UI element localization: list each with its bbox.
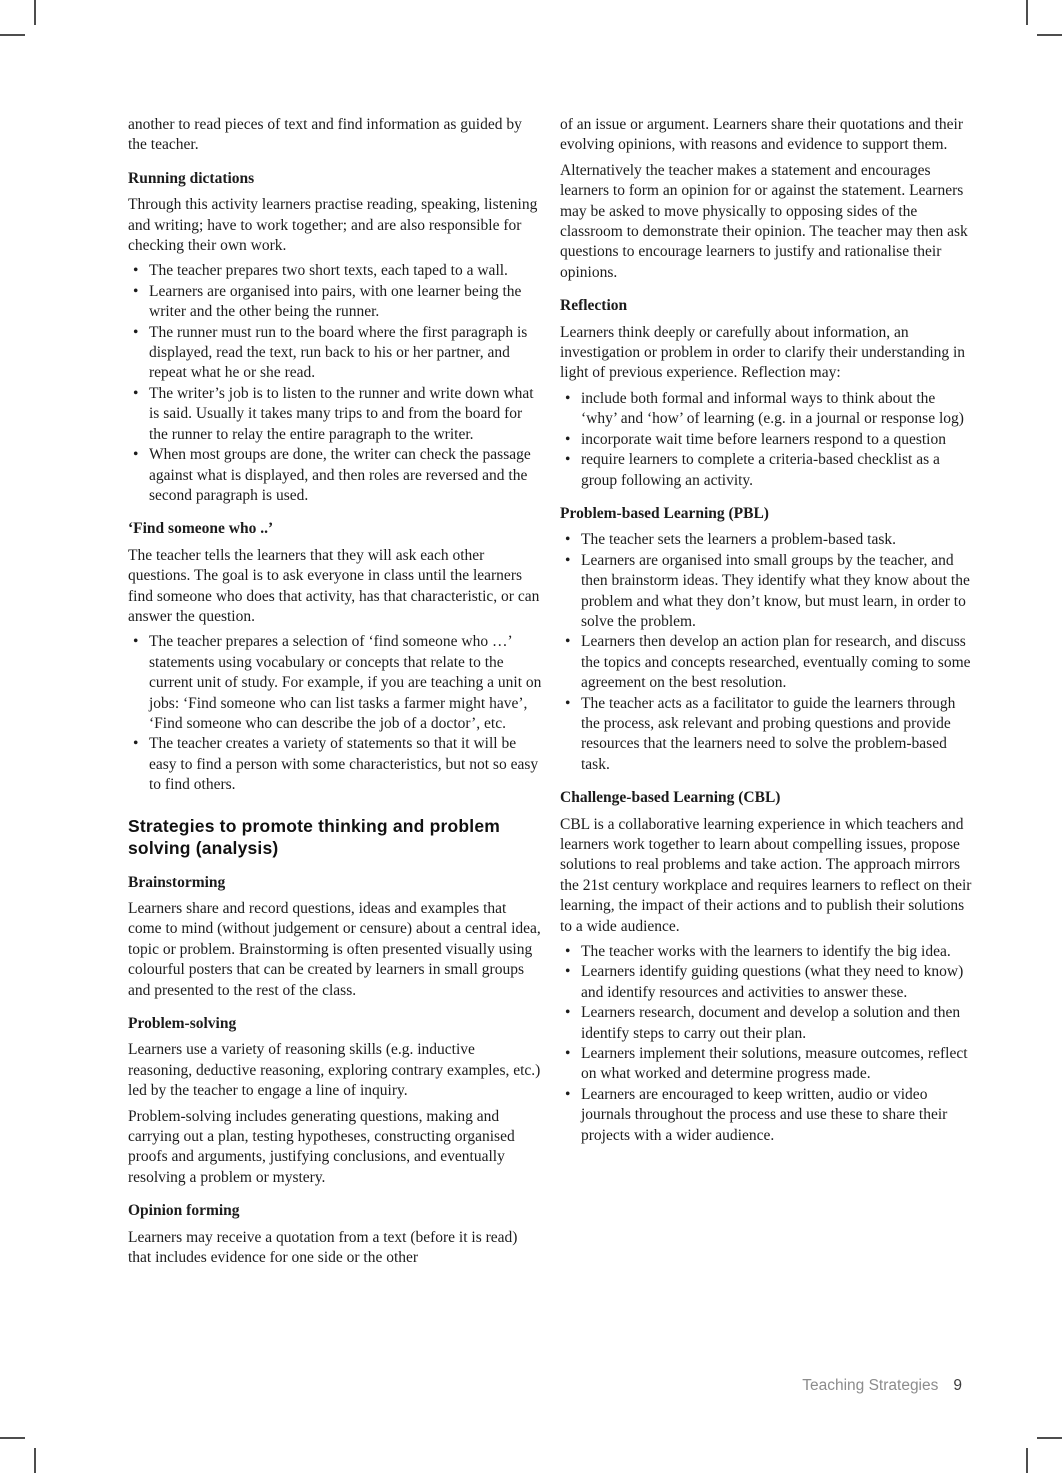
bullet-item: • The teacher acts as a facilitator to guide the learners through the process, ask relevant and probing questions and provide resources that the learners need to solve the problem-based task. bbox=[560, 694, 974, 776]
section-heading-strategies: Strategies to promote thinking and problem solving (analysis) bbox=[128, 815, 501, 859]
bullet-item: • The teacher works with the learners to identify the big idea. bbox=[560, 942, 974, 962]
bullet-item: • Learners research, document and develop a solution and then identify steps to carry out their plan. bbox=[560, 1003, 974, 1044]
pbl-bullets bbox=[560, 530, 974, 775]
problem-solving-body-2: Problem-solving includes generating questions, making and carrying out a plan, testing hypotheses, constructing organised proofs and arguments, justifying conclusions, and eventually resolving a problem or mystery. bbox=[128, 1107, 515, 1186]
bullet-item: • When most groups are done, the writer can check the passage against what is displayed, and then roles are reversed and the second paragraph is used. bbox=[128, 445, 542, 506]
heading-find-someone-who: ‘Find someone who ..’ bbox=[128, 520, 274, 538]
crop-mark-top-left-horizontal bbox=[0, 34, 25, 36]
bullet-item: • Learners implement their solutions, measure outcomes, reflect on what worked and determine progress made. bbox=[560, 1044, 974, 1085]
footer-section-title: Teaching Strategies bbox=[802, 1377, 939, 1394]
crop-mark-bottom-left-vertical bbox=[34, 1448, 36, 1473]
bullet-item: • require learners to complete a criteria-based checklist as a group following an activity. bbox=[560, 450, 974, 491]
bullet-item: • include both formal and informal ways to think about the ‘why’ and ‘how’ of learning (e.g. in a journal or response log) bbox=[560, 389, 974, 430]
running-dictations-body: Through this activity learners practise reading, speaking, listening and writing; have to work together; and are also responsible for checking their own work. bbox=[128, 196, 538, 255]
bullet-item: • The writer’s job is to listen to the runner and write down what is said. Usually it takes many trips to and from the board for the runner to relay the entire paragraph to the writer. bbox=[128, 384, 542, 445]
crop-mark-bottom-left-horizontal bbox=[0, 1437, 25, 1439]
bullet-item: • Learners identify guiding questions (what they need to know) and identify resources and activities to answer these. bbox=[560, 962, 974, 1003]
reflection-bullets bbox=[560, 389, 974, 491]
page-footer bbox=[802, 1376, 962, 1396]
bullet-item: • The teacher sets the learners a problem-based task. bbox=[560, 530, 974, 550]
bullet-item: • Learners are organised into pairs, with one learner being the writer and the other being the runner. bbox=[128, 282, 542, 323]
opinion-forming-continued-2: Alternatively the teacher makes a statement and encourages learners to form an opinion for or against the statement. Learners may be asked to move physically to opposing sides of the classroom to demonstrate their opinion. The teacher may then ask questions to encourage learners to justify and rationalise their opinions. bbox=[560, 161, 968, 281]
bullet-item: • The teacher prepares a selection of ‘find someone who …’ statements using vocabulary or concepts that relate to the current unit of study. For example, if you are teaching a unit on jobs: ‘Find someone who can list tasks a farmer might have’, ‘Find someone who can describe the job of a doctor’, etc. bbox=[128, 632, 542, 734]
right-column bbox=[560, 115, 974, 1151]
running-dictations-bullets bbox=[128, 261, 542, 506]
crop-mark-top-left-vertical bbox=[34, 0, 36, 25]
bullet-item: • incorporate wait time before learners respond to a question bbox=[560, 430, 974, 450]
left-column bbox=[128, 115, 542, 1274]
footer-page-number: 9 bbox=[953, 1377, 962, 1394]
heading-challenge-based-learning: Challenge-based Learning (CBL) bbox=[560, 789, 781, 807]
heading-opinion-forming: Opinion forming bbox=[128, 1202, 240, 1220]
find-someone-body: The teacher tells the learners that they will ask each other questions. The goal is to ask everyone in class until the learners find someone who does that activity, has that characteristic, or can answer the question. bbox=[128, 546, 540, 625]
reflection-body: Learners think deeply or carefully about information, an investigation or problem in order to clarify their understanding in light of previous experience. Reflection may: bbox=[560, 323, 966, 382]
crop-mark-top-right-vertical bbox=[1026, 0, 1028, 25]
bullet-item: • The teacher creates a variety of statements so that it will be easy to find a person with some characteristics, but not so easy to find others. bbox=[128, 734, 542, 795]
crop-mark-bottom-right-vertical bbox=[1026, 1448, 1028, 1473]
cbl-body: CBL is a collaborative learning experience in which teachers and learners work together to learn about compelling issues, propose solutions to real problems and take action. The approach mirrors the 21st century workplace and requires learners to reflect on their learning, the impact of their actions and to publish their solutions to a wide audience. bbox=[560, 815, 972, 935]
bullet-item: • The teacher prepares two short texts, each taped to a wall. bbox=[128, 261, 542, 281]
bullet-item: • Learners are encouraged to keep written, audio or video journals throughout the process and use these to share their projects with a wider audience. bbox=[560, 1085, 974, 1146]
heading-brainstorming: Brainstorming bbox=[128, 873, 226, 891]
bullet-item: • The runner must run to the board where the first paragraph is displayed, read the text, run back to his or her partner, and repeat what he or she read. bbox=[128, 323, 542, 384]
cbl-bullets bbox=[560, 942, 974, 1146]
problem-solving-body-1: Learners use a variety of reasoning skills (e.g. inductive reasoning, deductive reasoning, exploring contrary examples, etc.) led by the teacher to engage a line of inquiry. bbox=[128, 1041, 541, 1100]
heading-problem-based-learning: Problem-based Learning (PBL) bbox=[560, 504, 769, 522]
crop-mark-bottom-right-horizontal bbox=[1037, 1437, 1062, 1439]
continued-paragraph: another to read pieces of text and find information as guided by the teacher. bbox=[128, 116, 522, 154]
brainstorming-body: Learners share and record questions, ideas and examples that come to mind (without judgement or censure) about a central idea, topic or problem. Brainstorming is often presented visually using colourful posters that can be created by learners in small groups and presented to the rest of the class. bbox=[128, 900, 541, 999]
bullet-item: • Learners are organised into small groups by the teacher, and then brainstorm ideas. They identify what they know about the problem and what they don’t know, but must learn, in order to solve the problem. bbox=[560, 551, 974, 633]
crop-mark-top-right-horizontal bbox=[1037, 34, 1062, 36]
heading-running-dictations: Running dictations bbox=[128, 169, 255, 187]
heading-problem-solving: Problem-solving bbox=[128, 1015, 237, 1033]
bullet-item: • Learners then develop an action plan for research, and discuss the topics and concepts researched, eventually coming to some agreement on the best resolution. bbox=[560, 632, 974, 693]
opinion-forming-body: Learners may receive a quotation from a text (before it is read) that includes evidence for one side or the other bbox=[128, 1228, 518, 1267]
heading-reflection: Reflection bbox=[560, 297, 628, 315]
find-someone-bullets bbox=[128, 632, 542, 795]
opinion-forming-continued-1: of an issue or argument. Learners share their quotations and their evolving opinions, with reasons and evidence to support them. bbox=[560, 116, 964, 154]
